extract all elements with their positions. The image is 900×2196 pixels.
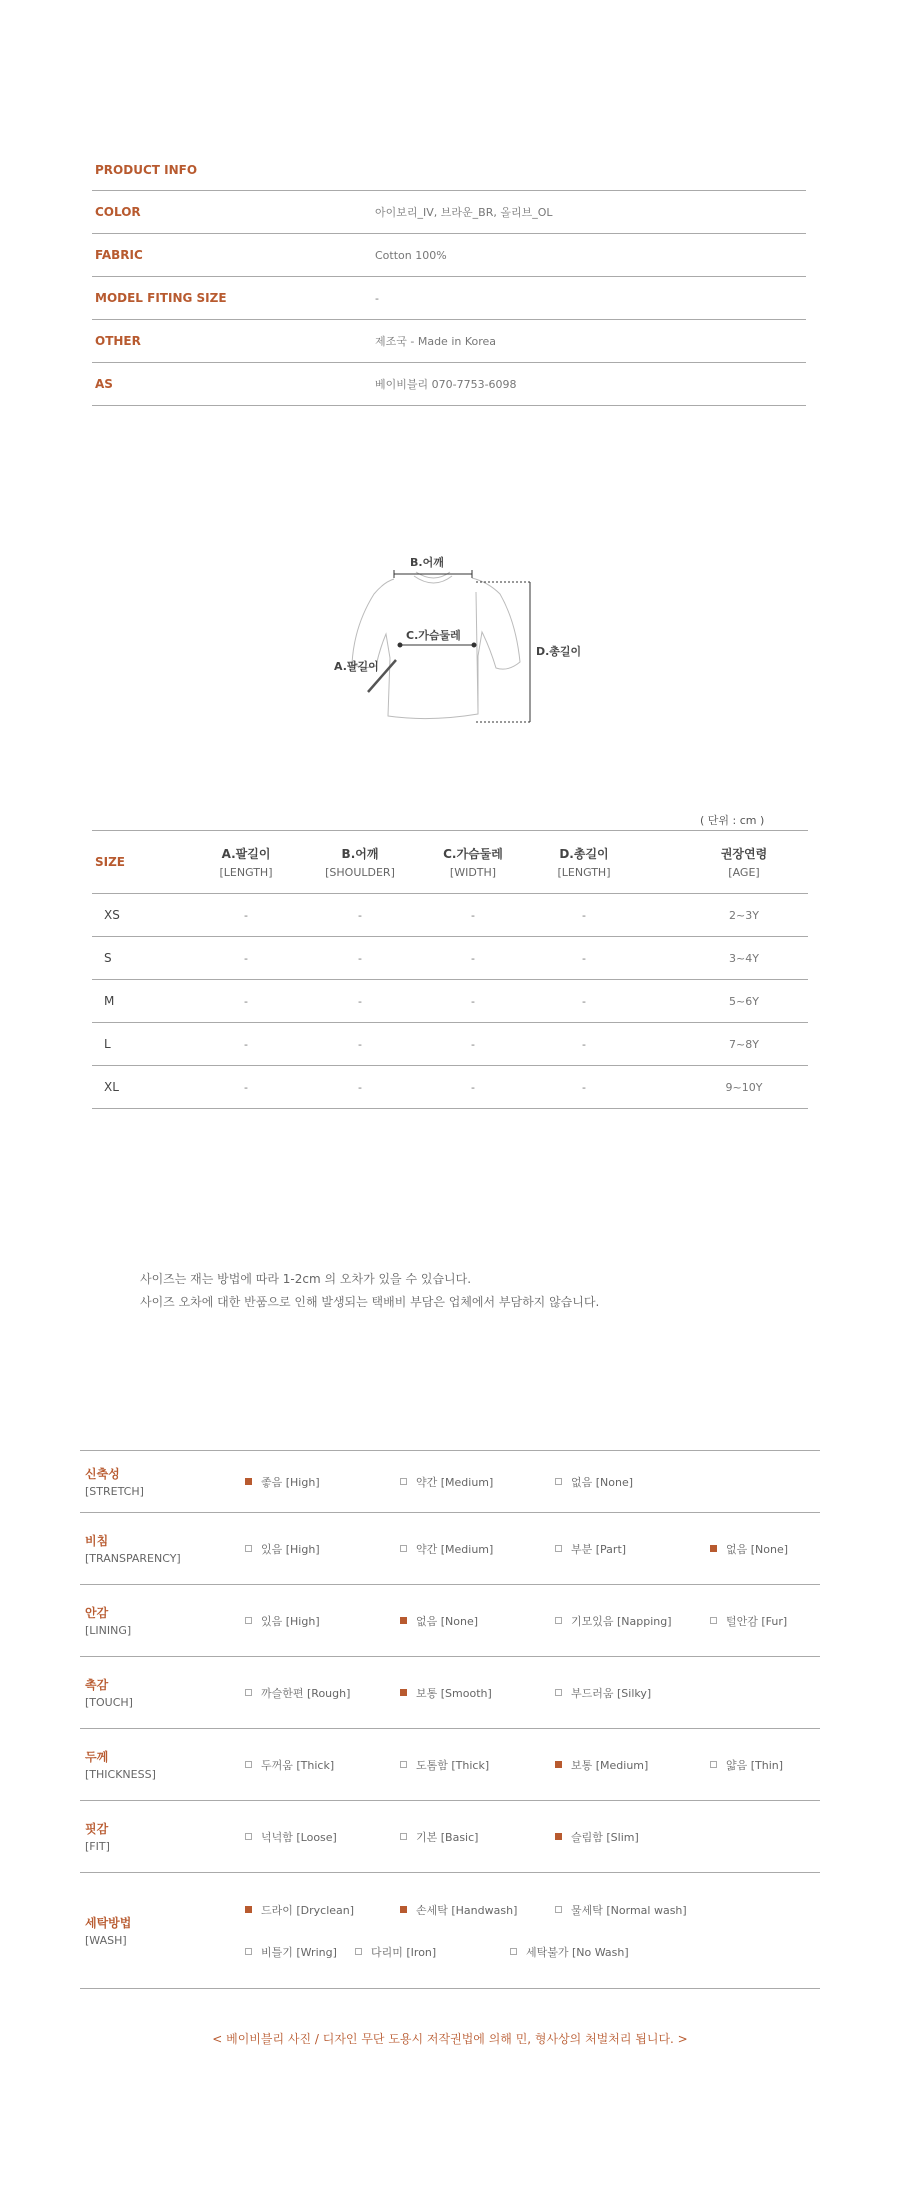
attr-row-lining bbox=[80, 1585, 820, 1657]
option bbox=[355, 1931, 510, 1973]
table-row bbox=[92, 1023, 808, 1066]
checked-box-icon bbox=[555, 1833, 562, 1840]
attr-name-en: [THICKNESS] bbox=[85, 1768, 156, 1781]
option bbox=[245, 1685, 400, 1701]
option-label: 있음 [High] bbox=[261, 1542, 320, 1556]
product-info-table bbox=[92, 150, 806, 406]
table-row bbox=[92, 894, 808, 937]
unchecked-box-icon bbox=[510, 1948, 517, 1955]
option bbox=[245, 1829, 400, 1845]
option bbox=[555, 1541, 710, 1557]
attr-name-ko: 두께 bbox=[85, 1750, 109, 1764]
note-line: 사이즈는 재는 방법에 따라 1-2cm 의 오차가 있을 수 있습니다. bbox=[140, 1272, 472, 1286]
header-sub: [SHOULDER] bbox=[325, 866, 395, 879]
option-label: 슬림함 [Slim] bbox=[571, 1830, 639, 1844]
option-label: 부드러움 [Silky] bbox=[571, 1686, 652, 1700]
size-cell: XL bbox=[104, 1080, 119, 1094]
unchecked-box-icon bbox=[555, 1689, 562, 1696]
age-cell: 5~6Y bbox=[729, 994, 759, 1008]
option bbox=[245, 1931, 355, 1973]
option bbox=[555, 1685, 710, 1701]
unchecked-box-icon bbox=[245, 1545, 252, 1552]
size-cell: L bbox=[104, 1037, 111, 1051]
unchecked-box-icon bbox=[555, 1617, 562, 1624]
unchecked-box-icon bbox=[355, 1948, 362, 1955]
option-label: 드라이 [Dryclean] bbox=[261, 1903, 355, 1917]
attr-row-touch bbox=[80, 1657, 820, 1729]
attr-row-thickness bbox=[80, 1729, 820, 1801]
header-sleeve bbox=[190, 845, 302, 879]
option bbox=[245, 1541, 400, 1557]
option bbox=[710, 1613, 820, 1629]
value-cell: - bbox=[582, 1080, 586, 1094]
attr-name-en: [STRETCH] bbox=[85, 1485, 144, 1498]
option-label: 세탁불가 [No Wash] bbox=[526, 1945, 629, 1959]
info-label: COLOR bbox=[95, 205, 141, 219]
info-label: AS bbox=[95, 377, 113, 391]
attr-name-en: [TOUCH] bbox=[85, 1696, 133, 1709]
value-cell: - bbox=[244, 1080, 248, 1094]
value-cell: - bbox=[244, 1037, 248, 1051]
info-label: FABRIC bbox=[95, 248, 143, 262]
option-label: 보통 [Medium] bbox=[571, 1758, 649, 1772]
option-label: 비틀기 [Wring] bbox=[261, 1945, 337, 1959]
option-label: 물세탁 [Normal wash] bbox=[571, 1903, 687, 1917]
value-cell: - bbox=[471, 994, 475, 1008]
width-label: C.가슴둘레 bbox=[406, 629, 461, 642]
option bbox=[510, 1931, 775, 1973]
unchecked-box-icon bbox=[400, 1545, 407, 1552]
option-label: 두꺼움 [Thick] bbox=[261, 1758, 335, 1772]
value-cell: - bbox=[358, 994, 362, 1008]
unchecked-box-icon bbox=[245, 1761, 252, 1768]
option bbox=[400, 1757, 555, 1773]
checked-box-icon bbox=[400, 1689, 407, 1696]
info-value: 제조국 - Made in Korea bbox=[375, 335, 497, 348]
info-value: 아이보리_IV, 브라운_BR, 올리브_OL bbox=[375, 206, 553, 219]
attr-name bbox=[80, 1748, 245, 1781]
info-row-as bbox=[92, 363, 806, 406]
age-cell: 3~4Y bbox=[729, 951, 759, 965]
value-cell: - bbox=[582, 908, 586, 922]
option bbox=[710, 1757, 820, 1773]
unchecked-box-icon bbox=[400, 1761, 407, 1768]
value-cell: - bbox=[471, 908, 475, 922]
size-table bbox=[92, 830, 808, 1109]
option-label: 없음 [None] bbox=[571, 1475, 634, 1489]
info-label: MODEL FITING SIZE bbox=[95, 291, 227, 305]
header-main: 권장연령 bbox=[720, 847, 768, 861]
option bbox=[400, 1474, 555, 1490]
option-label: 없음 [None] bbox=[416, 1614, 479, 1628]
info-row-fabric bbox=[92, 234, 806, 277]
option bbox=[400, 1685, 555, 1701]
size-cell: XS bbox=[104, 908, 120, 922]
option-label: 약간 [Medium] bbox=[416, 1475, 494, 1489]
attr-name-ko: 안감 bbox=[85, 1606, 109, 1620]
info-value: Cotton 100% bbox=[375, 248, 447, 262]
option bbox=[245, 1474, 400, 1490]
attr-row-wash bbox=[80, 1873, 820, 1989]
option-label: 좋음 [High] bbox=[261, 1475, 320, 1489]
attr-row-transparency bbox=[80, 1513, 820, 1585]
option bbox=[555, 1757, 710, 1773]
checked-box-icon bbox=[555, 1761, 562, 1768]
value-cell: - bbox=[471, 1037, 475, 1051]
note-line: 사이즈 오차에 대한 반품으로 인해 발생되는 택배비 부담은 업체에서 부담하지 않습니다. bbox=[140, 1295, 600, 1309]
attr-row-fit bbox=[80, 1801, 820, 1873]
attr-name bbox=[80, 1914, 245, 1947]
value-cell: - bbox=[582, 994, 586, 1008]
attr-name-ko: 비침 bbox=[85, 1534, 109, 1548]
option bbox=[555, 1829, 710, 1845]
measurement-lines bbox=[368, 570, 530, 722]
header-sub: [LENGTH] bbox=[557, 866, 611, 879]
attr-row-stretch bbox=[80, 1451, 820, 1513]
size-notes bbox=[140, 1268, 599, 1314]
unchecked-box-icon bbox=[245, 1833, 252, 1840]
header-shoulder bbox=[302, 845, 418, 879]
option bbox=[710, 1541, 820, 1557]
value-cell: - bbox=[244, 994, 248, 1008]
header-sub: [AGE] bbox=[728, 866, 760, 879]
checked-box-icon bbox=[400, 1617, 407, 1624]
unchecked-box-icon bbox=[245, 1948, 252, 1955]
info-value: - bbox=[375, 291, 379, 305]
attr-name bbox=[80, 1604, 245, 1637]
attr-name-en: [FIT] bbox=[85, 1840, 110, 1853]
value-cell: - bbox=[358, 908, 362, 922]
info-label: OTHER bbox=[95, 334, 141, 348]
option bbox=[555, 1613, 710, 1629]
unit-label: ( 단위 : cm ) bbox=[700, 814, 765, 827]
size-cell: S bbox=[104, 951, 112, 965]
option-label: 기본 [Basic] bbox=[416, 1830, 479, 1844]
option-label: 다리미 [Iron] bbox=[371, 1945, 437, 1959]
info-value: 베이비블리 070-7753-6098 bbox=[375, 378, 517, 391]
size-table-header bbox=[92, 831, 808, 894]
option-label: 약간 [Medium] bbox=[416, 1542, 494, 1556]
option-label: 기모있음 [Napping] bbox=[571, 1614, 672, 1628]
unchecked-box-icon bbox=[555, 1545, 562, 1552]
attr-name-en: [TRANSPARENCY] bbox=[85, 1552, 181, 1565]
sleeve-label: A.팔길이 bbox=[334, 660, 379, 673]
option bbox=[555, 1474, 710, 1490]
age-cell: 7~8Y bbox=[729, 1037, 759, 1051]
table-row bbox=[92, 1066, 808, 1109]
option-label: 얇음 [Thin] bbox=[726, 1758, 784, 1772]
unchecked-box-icon bbox=[710, 1761, 717, 1768]
option bbox=[245, 1613, 400, 1629]
header-width bbox=[418, 845, 528, 879]
age-cell: 2~3Y bbox=[729, 908, 759, 922]
unchecked-box-icon bbox=[555, 1478, 562, 1485]
header-main: B.어깨 bbox=[341, 847, 379, 861]
attr-name bbox=[80, 1676, 245, 1709]
option-label: 손세탁 [Handwash] bbox=[416, 1903, 518, 1917]
checked-box-icon bbox=[245, 1906, 252, 1913]
size-cell: M bbox=[104, 994, 115, 1008]
option-label: 털안감 [Fur] bbox=[726, 1614, 788, 1628]
value-cell: - bbox=[582, 951, 586, 965]
table-row bbox=[92, 980, 808, 1023]
option bbox=[245, 1757, 400, 1773]
value-cell: - bbox=[244, 951, 248, 965]
option-label: 도톰함 [Thick] bbox=[416, 1758, 490, 1772]
header-age bbox=[680, 845, 808, 879]
length-label: D.총길이 bbox=[536, 645, 582, 658]
unchecked-box-icon bbox=[400, 1478, 407, 1485]
header-length bbox=[528, 845, 640, 879]
option bbox=[400, 1829, 555, 1845]
attr-name bbox=[80, 1465, 245, 1498]
info-row-color bbox=[92, 191, 806, 234]
value-cell: - bbox=[358, 1080, 362, 1094]
value-cell: - bbox=[471, 951, 475, 965]
option bbox=[245, 1889, 400, 1931]
garment-measurement-diagram bbox=[330, 552, 630, 732]
option-label: 없음 [None] bbox=[726, 1542, 789, 1556]
attr-name-ko: 신축성 bbox=[85, 1467, 120, 1481]
unchecked-box-icon bbox=[400, 1833, 407, 1840]
unchecked-box-icon bbox=[710, 1617, 717, 1624]
value-cell: - bbox=[582, 1037, 586, 1051]
copyright-notice: < 베이비블리 사진 / 디자인 무단 도용시 저작권법에 의해 민, 형사상의 처벌처리 됩니다. > bbox=[212, 2032, 688, 2046]
header-main: D.총길이 bbox=[559, 847, 609, 861]
value-cell: - bbox=[358, 951, 362, 965]
attr-name bbox=[80, 1532, 245, 1565]
unchecked-box-icon bbox=[245, 1617, 252, 1624]
attr-name-ko: 핏감 bbox=[85, 1822, 109, 1836]
attr-name bbox=[80, 1820, 245, 1853]
info-row-model-size bbox=[92, 277, 806, 320]
attr-name-ko: 세탁방법 bbox=[85, 1916, 132, 1930]
value-cell: - bbox=[244, 908, 248, 922]
attr-name-en: [WASH] bbox=[85, 1934, 127, 1947]
option bbox=[400, 1541, 555, 1557]
option-label: 보통 [Smooth] bbox=[416, 1686, 492, 1700]
value-cell: - bbox=[358, 1037, 362, 1051]
product-info-title: PRODUCT INFO bbox=[92, 150, 806, 191]
option-label: 까슬한편 [Rough] bbox=[261, 1686, 351, 1700]
table-row bbox=[92, 937, 808, 980]
option bbox=[400, 1889, 555, 1931]
size-header: SIZE bbox=[95, 855, 126, 869]
option-label: 부분 [Part] bbox=[571, 1542, 627, 1556]
unchecked-box-icon bbox=[245, 1689, 252, 1696]
checked-box-icon bbox=[710, 1545, 717, 1552]
unchecked-box-icon bbox=[555, 1906, 562, 1913]
option-label: 넉넉함 [Loose] bbox=[261, 1830, 337, 1844]
attr-name-en: [LINING] bbox=[85, 1624, 132, 1637]
checked-box-icon bbox=[245, 1478, 252, 1485]
option bbox=[400, 1613, 555, 1629]
header-sub: [LENGTH] bbox=[219, 866, 273, 879]
age-cell: 9~10Y bbox=[725, 1080, 763, 1094]
option bbox=[555, 1889, 820, 1931]
info-row-other bbox=[92, 320, 806, 363]
attr-name-ko: 촉감 bbox=[85, 1678, 109, 1692]
option-label: 있음 [High] bbox=[261, 1614, 320, 1628]
header-main: C.가슴둘레 bbox=[443, 847, 503, 861]
header-main: A.팔길이 bbox=[221, 847, 271, 861]
value-cell: - bbox=[471, 1080, 475, 1094]
fabric-attributes-table bbox=[80, 1450, 820, 1989]
checked-box-icon bbox=[400, 1906, 407, 1913]
header-sub: [WIDTH] bbox=[449, 866, 497, 879]
shoulder-label: B.어깨 bbox=[410, 556, 444, 569]
